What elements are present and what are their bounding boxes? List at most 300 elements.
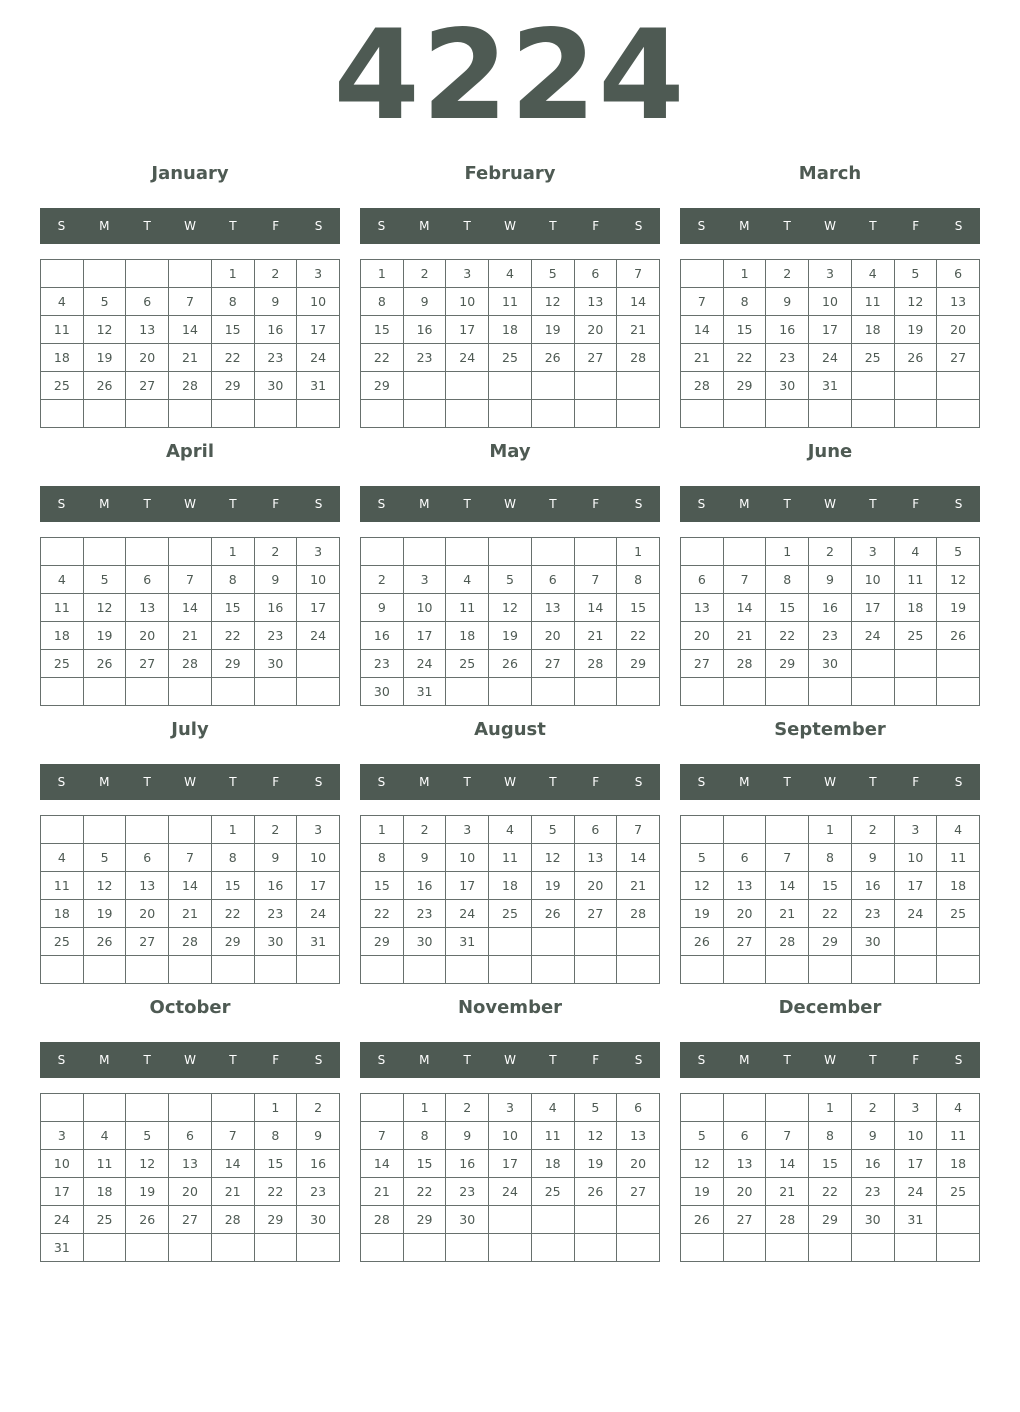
- day-cell: 18: [83, 1178, 126, 1206]
- day-cell: 7: [211, 1122, 254, 1150]
- week-row: [41, 816, 340, 844]
- day-cell: 15: [254, 1150, 297, 1178]
- day-cell: 5: [531, 816, 574, 844]
- day-cell: 19: [574, 1150, 617, 1178]
- week-row: [681, 650, 980, 678]
- day-cell: 14: [574, 594, 617, 622]
- week-row: [41, 900, 340, 928]
- week-row: [41, 316, 340, 344]
- day-cell: [211, 400, 254, 428]
- day-cell: 29: [254, 1206, 297, 1234]
- day-cell: 6: [126, 288, 169, 316]
- day-cell: [894, 1234, 937, 1262]
- day-cell: 8: [361, 288, 404, 316]
- day-cell: [681, 816, 724, 844]
- day-cell: [894, 928, 937, 956]
- day-cell: 16: [446, 1150, 489, 1178]
- day-cell: [169, 400, 212, 428]
- day-cell: [83, 1094, 126, 1122]
- day-cell: [83, 400, 126, 428]
- day-cell: 19: [126, 1178, 169, 1206]
- day-cell: 11: [531, 1122, 574, 1150]
- day-cell: 26: [126, 1206, 169, 1234]
- day-cell: 15: [766, 594, 809, 622]
- weekday-header: [360, 1042, 660, 1078]
- day-cell: [489, 372, 532, 400]
- day-cell: 16: [766, 316, 809, 344]
- day-cell: 18: [937, 1150, 980, 1178]
- day-cell: 19: [83, 344, 126, 372]
- weekday-label: S: [634, 497, 643, 511]
- day-cell: 20: [574, 316, 617, 344]
- day-cell: 21: [681, 344, 724, 372]
- weekday-label: F: [592, 497, 600, 511]
- day-cell: [83, 816, 126, 844]
- day-cell: 27: [937, 344, 980, 372]
- day-cell: [41, 956, 84, 984]
- week-row: [681, 956, 980, 984]
- day-cell: 7: [617, 260, 660, 288]
- month-name: March: [798, 163, 862, 184]
- weekday-label: T: [143, 219, 151, 233]
- day-cell: 16: [809, 594, 852, 622]
- day-cell: [617, 1206, 660, 1234]
- day-cell: 5: [894, 260, 937, 288]
- weekday-label: S: [314, 497, 323, 511]
- day-cell: 29: [211, 650, 254, 678]
- weekday-label: S: [377, 1053, 386, 1067]
- day-cell: 15: [211, 872, 254, 900]
- day-cell: 18: [937, 872, 980, 900]
- day-cell: [126, 538, 169, 566]
- day-cell: 17: [894, 1150, 937, 1178]
- weekday-label: S: [57, 219, 66, 233]
- day-cell: [126, 816, 169, 844]
- day-cell: 24: [297, 622, 340, 650]
- day-cell: [403, 538, 446, 566]
- day-cell: [574, 1206, 617, 1234]
- day-cell: 9: [254, 844, 297, 872]
- day-cell: 17: [489, 1150, 532, 1178]
- day-cell: 10: [297, 566, 340, 594]
- day-cell: 12: [681, 872, 724, 900]
- day-cell: 21: [211, 1178, 254, 1206]
- day-cell: 27: [723, 1206, 766, 1234]
- day-cell: 27: [126, 372, 169, 400]
- day-cell: [574, 928, 617, 956]
- day-cell: 23: [361, 650, 404, 678]
- day-cell: 29: [809, 928, 852, 956]
- week-row: [681, 1122, 980, 1150]
- day-cell: 9: [851, 844, 894, 872]
- day-cell: 30: [809, 650, 852, 678]
- day-cell: [723, 400, 766, 428]
- day-cell: 5: [937, 538, 980, 566]
- day-cell: 5: [681, 1122, 724, 1150]
- day-cell: 27: [531, 650, 574, 678]
- day-cell: 12: [489, 594, 532, 622]
- day-cell: [403, 956, 446, 984]
- day-cell: [723, 816, 766, 844]
- day-cell: [617, 1234, 660, 1262]
- day-cell: 4: [489, 260, 532, 288]
- day-cell: 9: [809, 566, 852, 594]
- day-cell: [297, 678, 340, 706]
- weekday-label: T: [143, 1053, 151, 1067]
- day-grid: [680, 259, 980, 428]
- day-cell: 26: [681, 928, 724, 956]
- week-row: [361, 816, 660, 844]
- weekday-label: W: [184, 219, 196, 233]
- day-cell: 11: [937, 844, 980, 872]
- day-cell: 20: [126, 344, 169, 372]
- weekday-label: F: [912, 219, 920, 233]
- day-cell: 6: [531, 566, 574, 594]
- day-cell: 3: [489, 1094, 532, 1122]
- day-cell: [531, 1234, 574, 1262]
- day-cell: 30: [766, 372, 809, 400]
- day-cell: 1: [211, 260, 254, 288]
- day-cell: [766, 1234, 809, 1262]
- day-cell: 22: [809, 900, 852, 928]
- day-cell: 8: [254, 1122, 297, 1150]
- weekday-label: F: [592, 775, 600, 789]
- day-cell: 20: [723, 1178, 766, 1206]
- day-cell: 30: [361, 678, 404, 706]
- day-cell: [617, 400, 660, 428]
- day-cell: 25: [83, 1206, 126, 1234]
- weekday-header: [40, 486, 340, 522]
- day-cell: [83, 956, 126, 984]
- week-row: [681, 900, 980, 928]
- day-cell: 28: [617, 344, 660, 372]
- day-cell: 4: [41, 844, 84, 872]
- day-cell: [681, 400, 724, 428]
- day-cell: 26: [894, 344, 937, 372]
- day-cell: [531, 400, 574, 428]
- week-row: [361, 566, 660, 594]
- day-cell: 2: [254, 260, 297, 288]
- day-cell: 14: [617, 844, 660, 872]
- day-cell: 8: [211, 566, 254, 594]
- day-cell: [297, 956, 340, 984]
- day-cell: 22: [211, 622, 254, 650]
- weekday-label: S: [377, 497, 386, 511]
- day-cell: 17: [403, 622, 446, 650]
- weekday-label: S: [954, 775, 963, 789]
- week-row: [361, 1178, 660, 1206]
- month-name: July: [171, 719, 209, 740]
- day-cell: 14: [169, 594, 212, 622]
- day-cell: [211, 1094, 254, 1122]
- day-cell: 3: [894, 816, 937, 844]
- day-cell: 13: [126, 316, 169, 344]
- day-cell: 10: [41, 1150, 84, 1178]
- day-cell: 2: [446, 1094, 489, 1122]
- weekday-label: M: [419, 219, 430, 233]
- day-grid: [40, 537, 340, 706]
- day-cell: 15: [723, 316, 766, 344]
- day-cell: [83, 538, 126, 566]
- weekday-label: M: [99, 219, 110, 233]
- day-cell: [297, 1234, 340, 1262]
- day-cell: 6: [723, 844, 766, 872]
- day-cell: 2: [403, 260, 446, 288]
- day-cell: 24: [41, 1206, 84, 1234]
- day-cell: 19: [894, 316, 937, 344]
- day-cell: 1: [809, 1094, 852, 1122]
- day-cell: 4: [894, 538, 937, 566]
- weekday-label: F: [592, 219, 600, 233]
- day-cell: 28: [169, 372, 212, 400]
- day-cell: 23: [809, 622, 852, 650]
- day-cell: 30: [851, 928, 894, 956]
- day-cell: 15: [809, 872, 852, 900]
- weekday-label: M: [419, 1053, 430, 1067]
- day-cell: [361, 956, 404, 984]
- day-cell: 28: [574, 650, 617, 678]
- day-cell: 21: [723, 622, 766, 650]
- week-row: [41, 344, 340, 372]
- day-cell: 24: [297, 344, 340, 372]
- day-cell: 11: [489, 288, 532, 316]
- week-row: [681, 260, 980, 288]
- day-grid: [680, 815, 980, 984]
- day-cell: [894, 372, 937, 400]
- week-row: [681, 594, 980, 622]
- day-cell: 7: [617, 816, 660, 844]
- day-cell: 16: [254, 594, 297, 622]
- day-cell: 11: [83, 1150, 126, 1178]
- day-cell: 12: [574, 1122, 617, 1150]
- day-cell: 17: [894, 872, 937, 900]
- day-cell: 5: [83, 844, 126, 872]
- day-cell: 1: [723, 260, 766, 288]
- day-cell: 12: [937, 566, 980, 594]
- day-cell: 27: [126, 650, 169, 678]
- day-cell: 8: [403, 1122, 446, 1150]
- week-row: [681, 872, 980, 900]
- day-cell: 23: [851, 1178, 894, 1206]
- day-cell: 18: [446, 622, 489, 650]
- day-cell: [574, 956, 617, 984]
- day-cell: 20: [126, 900, 169, 928]
- day-cell: 1: [766, 538, 809, 566]
- week-row: [41, 872, 340, 900]
- weekday-label: T: [463, 219, 471, 233]
- day-cell: 28: [766, 1206, 809, 1234]
- day-cell: [446, 678, 489, 706]
- weekday-label: M: [739, 497, 750, 511]
- week-row: [41, 622, 340, 650]
- day-cell: 9: [851, 1122, 894, 1150]
- week-row: [681, 400, 980, 428]
- day-cell: 17: [851, 594, 894, 622]
- day-cell: 29: [403, 1206, 446, 1234]
- weekday-label: F: [912, 497, 920, 511]
- day-cell: 19: [83, 622, 126, 650]
- weekday-label: T: [229, 775, 237, 789]
- weekday-header: [680, 208, 980, 244]
- weekday-label: T: [549, 775, 557, 789]
- day-cell: 21: [617, 316, 660, 344]
- day-cell: [169, 956, 212, 984]
- day-cell: 27: [574, 900, 617, 928]
- day-cell: 14: [169, 316, 212, 344]
- day-cell: 6: [574, 260, 617, 288]
- month-name: November: [457, 997, 563, 1018]
- day-cell: 7: [169, 566, 212, 594]
- day-cell: 26: [574, 1178, 617, 1206]
- weekday-label: W: [824, 1053, 836, 1067]
- day-cell: 13: [126, 594, 169, 622]
- day-cell: 29: [361, 928, 404, 956]
- day-cell: 19: [531, 872, 574, 900]
- day-cell: 14: [766, 1150, 809, 1178]
- day-cell: [361, 1234, 404, 1262]
- weekday-header: [40, 1042, 340, 1078]
- day-cell: 13: [723, 1150, 766, 1178]
- day-cell: 31: [41, 1234, 84, 1262]
- weekday-label: S: [697, 219, 706, 233]
- year-title: 4224: [333, 4, 687, 148]
- day-cell: [531, 372, 574, 400]
- day-cell: [254, 956, 297, 984]
- day-cell: [531, 678, 574, 706]
- week-row: [41, 956, 340, 984]
- day-cell: 3: [297, 260, 340, 288]
- weekday-label: T: [869, 1053, 877, 1067]
- day-cell: 30: [254, 650, 297, 678]
- day-cell: 25: [851, 344, 894, 372]
- day-cell: [211, 678, 254, 706]
- day-cell: [361, 400, 404, 428]
- day-cell: [766, 956, 809, 984]
- day-cell: 11: [894, 566, 937, 594]
- day-cell: [531, 928, 574, 956]
- day-cell: [403, 400, 446, 428]
- day-cell: 14: [766, 872, 809, 900]
- day-cell: 29: [809, 1206, 852, 1234]
- day-cell: 17: [446, 316, 489, 344]
- day-cell: 14: [681, 316, 724, 344]
- day-cell: 26: [83, 928, 126, 956]
- day-cell: 9: [766, 288, 809, 316]
- week-row: [681, 1150, 980, 1178]
- day-cell: 30: [851, 1206, 894, 1234]
- day-cell: 26: [489, 650, 532, 678]
- day-cell: 12: [531, 288, 574, 316]
- day-cell: 21: [169, 900, 212, 928]
- day-cell: 12: [681, 1150, 724, 1178]
- week-row: [681, 1178, 980, 1206]
- day-cell: 3: [297, 538, 340, 566]
- weekday-label: W: [824, 497, 836, 511]
- day-cell: 16: [361, 622, 404, 650]
- day-cell: [766, 816, 809, 844]
- week-row: [361, 1094, 660, 1122]
- weekday-label: S: [634, 775, 643, 789]
- day-cell: 8: [361, 844, 404, 872]
- day-cell: 4: [937, 1094, 980, 1122]
- weekday-label: T: [869, 775, 877, 789]
- day-cell: 28: [361, 1206, 404, 1234]
- day-cell: [531, 1206, 574, 1234]
- day-cell: [169, 538, 212, 566]
- day-cell: [617, 372, 660, 400]
- weekday-label: M: [99, 497, 110, 511]
- day-cell: 25: [489, 344, 532, 372]
- day-cell: [617, 956, 660, 984]
- week-row: [41, 594, 340, 622]
- week-row: [681, 928, 980, 956]
- day-cell: 8: [211, 288, 254, 316]
- day-cell: 18: [41, 622, 84, 650]
- day-cell: [723, 538, 766, 566]
- day-cell: [723, 1094, 766, 1122]
- day-cell: 5: [489, 566, 532, 594]
- weekday-header: [360, 208, 660, 244]
- day-cell: 17: [297, 594, 340, 622]
- day-cell: 27: [681, 650, 724, 678]
- day-cell: [489, 678, 532, 706]
- day-grid: [40, 815, 340, 984]
- day-cell: [937, 678, 980, 706]
- day-cell: 26: [531, 344, 574, 372]
- day-cell: [894, 956, 937, 984]
- day-cell: 24: [489, 1178, 532, 1206]
- day-cell: [851, 650, 894, 678]
- day-cell: 4: [83, 1122, 126, 1150]
- week-row: [361, 872, 660, 900]
- week-row: [681, 538, 980, 566]
- day-cell: 4: [851, 260, 894, 288]
- weekday-label: S: [377, 775, 386, 789]
- day-cell: 23: [254, 900, 297, 928]
- day-cell: 15: [211, 594, 254, 622]
- day-cell: 28: [169, 650, 212, 678]
- day-cell: 3: [297, 816, 340, 844]
- week-row: [361, 1206, 660, 1234]
- day-cell: 29: [766, 650, 809, 678]
- day-cell: 25: [41, 372, 84, 400]
- day-cell: 7: [766, 1122, 809, 1150]
- day-cell: 2: [851, 816, 894, 844]
- day-cell: 21: [169, 622, 212, 650]
- week-row: [361, 400, 660, 428]
- week-row: [681, 678, 980, 706]
- week-row: [681, 1234, 980, 1262]
- day-cell: 7: [574, 566, 617, 594]
- day-cell: 5: [681, 844, 724, 872]
- day-grid: [360, 1093, 660, 1262]
- weekday-label: T: [869, 219, 877, 233]
- day-cell: 31: [809, 372, 852, 400]
- day-cell: [41, 816, 84, 844]
- day-cell: 20: [723, 900, 766, 928]
- day-cell: 10: [446, 288, 489, 316]
- day-cell: 8: [809, 1122, 852, 1150]
- day-cell: [297, 400, 340, 428]
- weekday-label: S: [697, 1053, 706, 1067]
- day-cell: 25: [894, 622, 937, 650]
- day-grid: [40, 1093, 340, 1262]
- day-cell: [403, 1234, 446, 1262]
- day-cell: 6: [574, 816, 617, 844]
- week-row: [361, 900, 660, 928]
- weekday-label: T: [549, 1053, 557, 1067]
- day-cell: 30: [446, 1206, 489, 1234]
